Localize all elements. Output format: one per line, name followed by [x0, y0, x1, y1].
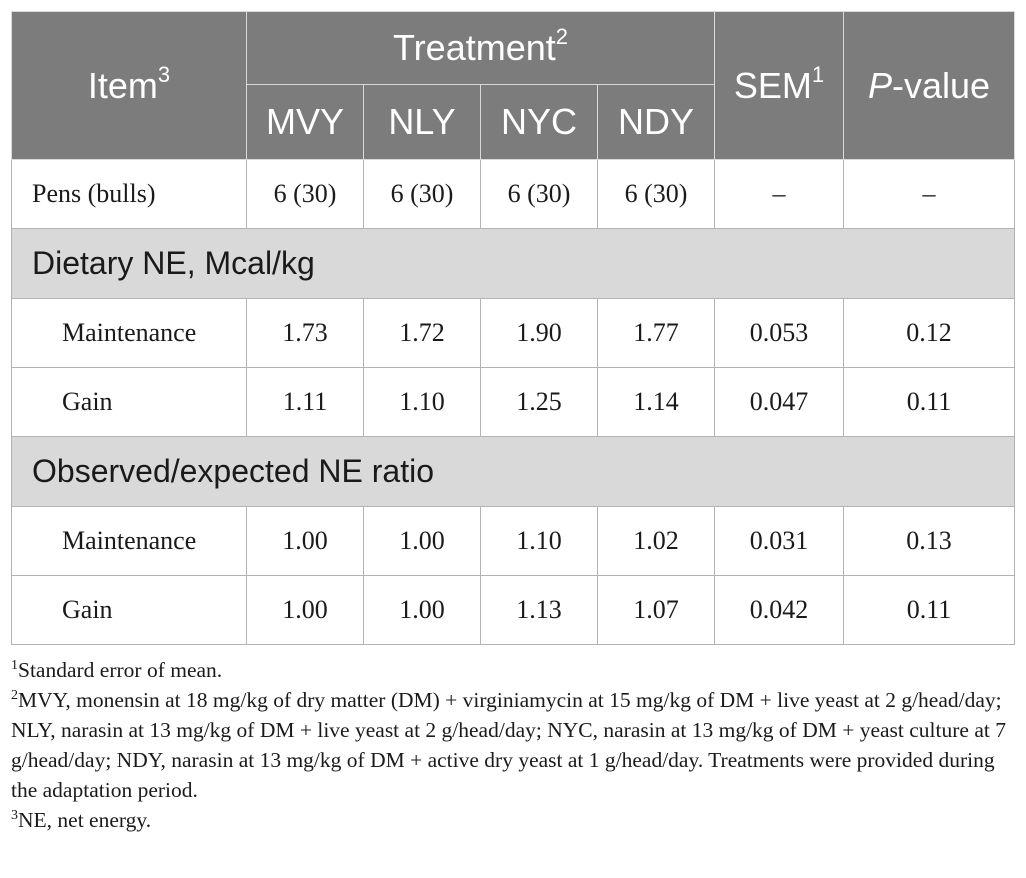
table-row-pens [12, 160, 1015, 229]
table-row-dietary-gain [12, 368, 1015, 437]
header-item: Item$^3$ [12, 12, 247, 160]
cell-ndy: 6 (30) [598, 160, 715, 229]
cell-nyc: 1.13 [481, 576, 598, 645]
table-row-dietary-maintenance [12, 299, 1015, 368]
cell-mvy: 1.00 [247, 507, 364, 576]
row-label: Pens (bulls) [12, 160, 247, 229]
cell-nyc: 1.10 [481, 507, 598, 576]
header-p-value: P-value [844, 12, 1015, 160]
cell-sem: – [715, 160, 844, 229]
row-label: Maintenance [12, 507, 247, 576]
cell-p-value: 0.11 [844, 576, 1015, 645]
table-footnotes [11, 655, 1014, 835]
header-treatment: Treatment$^2$ [247, 12, 715, 85]
row-label: Gain [12, 576, 247, 645]
table-body [12, 160, 1015, 645]
cell-ndy: 1.07 [598, 576, 715, 645]
section-label: Observed/expected NE ratio [12, 437, 1015, 507]
cell-nly: 1.72 [364, 299, 481, 368]
header-treatment-ndy: NDY [598, 85, 715, 160]
header-sem: SEM$^1$ [715, 12, 844, 160]
table-header [12, 12, 1015, 160]
section-label: Dietary NE, Mcal/kg [12, 229, 1015, 299]
cell-sem: 0.053 [715, 299, 844, 368]
cell-nly: 1.00 [364, 507, 481, 576]
cell-nly: 6 (30) [364, 160, 481, 229]
cell-nyc: 1.90 [481, 299, 598, 368]
section-row-dietary-ne [12, 229, 1015, 299]
cell-sem: 0.042 [715, 576, 844, 645]
header-treatment-nyc: NYC [481, 85, 598, 160]
cell-ndy: 1.14 [598, 368, 715, 437]
cell-sem: 0.047 [715, 368, 844, 437]
table-row-ratio-maintenance [12, 507, 1015, 576]
cell-p-value: 0.12 [844, 299, 1015, 368]
section-row-observed-expected [12, 437, 1015, 507]
cell-mvy: 1.73 [247, 299, 364, 368]
footnote-3: $^3$NE, net energy. [11, 808, 152, 832]
cell-mvy: 1.11 [247, 368, 364, 437]
cell-sem: 0.031 [715, 507, 844, 576]
cell-nyc: 1.25 [481, 368, 598, 437]
results-table [11, 11, 1015, 645]
cell-p-value: 0.13 [844, 507, 1015, 576]
cell-ndy: 1.02 [598, 507, 715, 576]
row-label: Maintenance [12, 299, 247, 368]
cell-p-value: – [844, 160, 1015, 229]
cell-nyc: 6 (30) [481, 160, 598, 229]
footnote-1: $^1$Standard error of mean. [11, 658, 223, 682]
table-row-ratio-gain [12, 576, 1015, 645]
cell-p-value: 0.11 [844, 368, 1015, 437]
cell-mvy: 1.00 [247, 576, 364, 645]
cell-nly: 1.10 [364, 368, 481, 437]
cell-ndy: 1.77 [598, 299, 715, 368]
cell-mvy: 6 (30) [247, 160, 364, 229]
row-label: Gain [12, 368, 247, 437]
results-table-container [11, 11, 1014, 835]
footnote-2: $^2$MVY, monensin at 18 mg/kg of dry matter (DM) + virginiamycin at 15 mg/kg of DM + live yeast at 2 g/head/day; NLY, narasin at 13 mg/kg of DM + live yeast at 2 g/head/day; NYC, narasin at 13 mg/kg of DM + yeast culture at 7 g/head/day; NDY, narasin at 13 mg/kg of DM + active dry yeast at 1 g/head/day. Treatments were provided during the adaptation period. [11, 688, 1006, 802]
header-treatment-mvy: MVY [247, 85, 364, 160]
cell-nly: 1.00 [364, 576, 481, 645]
header-treatment-nly: NLY [364, 85, 481, 160]
